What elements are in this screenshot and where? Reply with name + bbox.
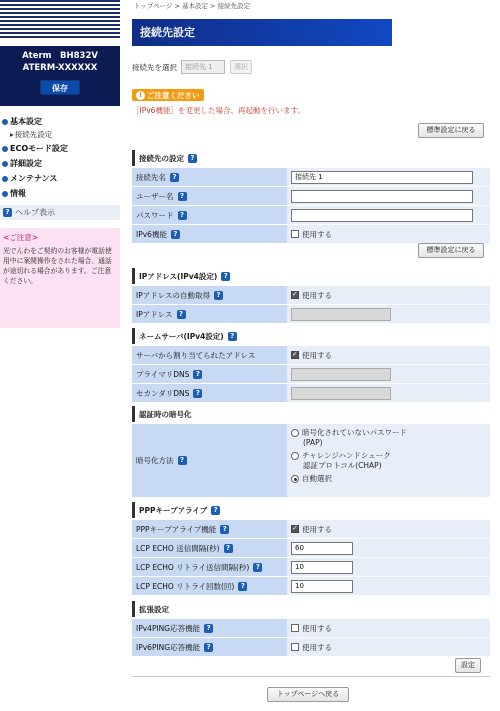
section-title <box>132 268 490 284</box>
checkbox-label: 使用する <box>302 290 332 300</box>
lcp-retry-interval-input[interactable]: 10 <box>291 561 353 574</box>
help-icon[interactable]: ? <box>177 310 186 319</box>
bullet-icon <box>2 191 8 197</box>
username-input[interactable] <box>291 190 473 203</box>
section-title-text: 認証時の暗号化 <box>139 409 192 419</box>
checkbox-label: 使用する <box>302 623 332 633</box>
radio-label: 自動選択 <box>302 474 332 483</box>
help-icon[interactable]: ? <box>220 525 229 534</box>
section-name-server <box>132 328 490 403</box>
section-title <box>132 502 490 518</box>
checkbox-label: 使用する <box>302 350 332 360</box>
nav-label: ECOモード設定 <box>10 144 68 153</box>
bullet-icon <box>2 176 8 182</box>
radio-sublabel: 認証プロトコル(CHAP) <box>303 461 382 470</box>
help-icon[interactable]: ? <box>171 230 180 239</box>
help-icon[interactable]: ? <box>193 370 202 379</box>
nav-connection-settings[interactable]: ▸ 接続先設定 <box>2 129 120 141</box>
nav-label: 情報 <box>10 189 26 198</box>
label-text: IPアドレスの自動取得 <box>136 290 211 300</box>
row-ip-auto <box>132 286 490 305</box>
help-icon[interactable]: ? <box>211 506 220 515</box>
label-text: LCP ECHO 送信間隔(秒) <box>136 543 220 553</box>
ipv6-ping-checkbox[interactable] <box>291 643 299 651</box>
label-text: サーバから割り当てられたアドレス <box>136 350 256 360</box>
label-text: パスワード <box>136 210 174 220</box>
field-label <box>132 539 287 557</box>
row-lcp-interval <box>132 539 490 558</box>
section-extended <box>132 601 490 657</box>
ip-auto-checkbox[interactable] <box>291 291 299 299</box>
main-content <box>124 0 500 711</box>
field-value <box>287 286 490 304</box>
row-ip-address <box>132 305 490 324</box>
checkbox-label: 使用する <box>302 524 332 534</box>
help-icon[interactable]: ? <box>178 211 187 220</box>
section-title <box>132 406 490 422</box>
sidebar <box>0 0 120 711</box>
label-text: IPv6PING応答機能 <box>136 642 201 652</box>
restore-default-button-2[interactable]: 標準設定に戻る <box>418 243 484 258</box>
nav-label: 詳細設定 <box>10 159 42 168</box>
field-label <box>132 206 287 224</box>
select-button[interactable]: 選択 <box>230 60 252 74</box>
restore-default-button[interactable]: 標準設定に戻る <box>418 123 484 138</box>
connection-name-input[interactable]: 接続先 1 <box>291 171 473 184</box>
section-ipv4-address <box>132 268 490 324</box>
section-title <box>132 601 490 617</box>
radio-auto[interactable] <box>291 474 490 484</box>
connection-select[interactable]: 接続先 1 <box>181 60 225 74</box>
notice-badge <box>132 89 204 101</box>
field-value <box>287 384 490 402</box>
section-title-text: PPPキープアライブ <box>139 505 208 515</box>
help-icon[interactable]: ? <box>178 192 187 201</box>
connection-select-row <box>132 60 252 74</box>
help-icon[interactable]: ? <box>188 154 197 163</box>
bullet-icon <box>2 161 8 167</box>
field-label <box>132 225 287 243</box>
help-icon[interactable]: ? <box>204 624 213 633</box>
row-ipv6 <box>132 225 490 244</box>
section-connection <box>132 150 490 244</box>
side-nav <box>0 114 120 201</box>
field-label <box>132 520 287 538</box>
field-label <box>132 168 287 186</box>
help-toggle[interactable] <box>0 205 120 220</box>
save-button[interactable]: 保存 <box>40 80 80 95</box>
keepalive-checkbox[interactable] <box>291 525 299 533</box>
label-text: IPv4PING応答機能 <box>136 623 201 633</box>
radio-label: 暗号化されていないパスワード <box>302 428 407 437</box>
radio-icon[interactable] <box>291 429 299 437</box>
field-value <box>287 305 490 323</box>
section-auth-encryption <box>132 406 490 498</box>
label-text: プライマリDNS <box>136 369 190 379</box>
field-label <box>132 346 287 364</box>
help-icon[interactable]: ? <box>178 456 187 465</box>
help-icon[interactable]: ? <box>228 332 237 341</box>
field-value <box>287 539 490 557</box>
help-icon[interactable]: ? <box>221 272 230 281</box>
label-text: セカンダリDNS <box>136 388 190 398</box>
device-panel <box>0 46 120 106</box>
checkbox-label: 使用する <box>302 642 332 652</box>
help-label: ヘルプ表示 <box>15 208 55 217</box>
radio-icon[interactable] <box>291 475 299 483</box>
row-lcp-retry-count <box>132 577 490 596</box>
nav-advanced[interactable] <box>2 156 120 171</box>
nav-maintenance[interactable] <box>2 171 120 186</box>
header-stripes <box>0 0 120 40</box>
label-text: IPアドレス <box>136 309 173 319</box>
row-keepalive <box>132 520 490 539</box>
section-title <box>132 150 490 166</box>
label-text: PPPキープアライブ機能 <box>136 524 217 534</box>
caution-text: 光でんわをご契約のお客様が電話使用中に案関操作をされた場合、通話が途切れる場合があります。ご注意ください。 <box>3 247 112 285</box>
section-title-text: ネームサーバ(IPv4設定) <box>139 331 224 341</box>
encryption-radio-group <box>287 424 490 497</box>
section-title <box>132 328 490 344</box>
help-icon: ? <box>3 208 12 217</box>
device-model: Aterm BH832V <box>22 51 98 61</box>
field-label <box>132 187 287 205</box>
nav-label: 基本設定 <box>10 117 42 126</box>
row-dns-auto <box>132 346 490 365</box>
row-connection-name <box>132 168 490 187</box>
breadcrumb: トップページ > 基本設定 > 接続先設定 <box>134 2 251 10</box>
set-button[interactable]: 設定 <box>455 658 481 673</box>
radio-icon[interactable] <box>291 452 299 460</box>
label-text: 暗号化方法 <box>136 456 174 465</box>
radio-pap[interactable] <box>291 428 490 448</box>
field-value <box>287 619 490 637</box>
back-to-top-button[interactable]: トップページへ戻る <box>267 687 349 702</box>
row-password <box>132 206 490 225</box>
help-icon[interactable]: ? <box>253 563 262 572</box>
notice-head: ご注意ください <box>147 90 200 100</box>
device-ssid: ATERM-XXXXXX <box>22 63 98 73</box>
row-username <box>132 187 490 206</box>
help-icon[interactable]: ? <box>204 643 213 652</box>
nav-label: メンテナンス <box>10 174 58 183</box>
section-title-text: 拡張設定 <box>139 604 169 614</box>
field-label <box>132 384 287 402</box>
radio-chap[interactable] <box>291 451 490 471</box>
row-ipv4-ping <box>132 619 490 638</box>
field-label <box>132 305 287 323</box>
row-lcp-retry-interval <box>132 558 490 577</box>
warning-icon: ! <box>136 91 145 100</box>
password-input[interactable] <box>291 209 473 222</box>
dns-auto-checkbox[interactable] <box>291 351 299 359</box>
page-title: 接続先設定 <box>132 19 392 46</box>
field-value <box>287 638 490 656</box>
section-title-text: 接続先の設定 <box>139 153 184 163</box>
field-label <box>132 619 287 637</box>
nav-basic-settings[interactable] <box>2 114 120 129</box>
bullet-icon <box>2 119 8 125</box>
checkbox-label: 使用する <box>302 229 332 239</box>
field-label <box>132 286 287 304</box>
primary-dns-input[interactable] <box>291 368 391 381</box>
field-value <box>287 346 490 364</box>
field-value <box>287 206 490 224</box>
ip-address-input[interactable] <box>291 308 391 321</box>
field-label <box>132 558 287 576</box>
field-value <box>287 168 490 186</box>
field-label <box>132 638 287 656</box>
help-icon[interactable]: ? <box>238 582 247 591</box>
nav-info[interactable] <box>2 186 120 201</box>
field-value <box>287 577 490 595</box>
field-label <box>132 424 287 497</box>
field-value <box>287 187 490 205</box>
ipv6-checkbox[interactable] <box>291 230 299 238</box>
ipv4-ping-checkbox[interactable] <box>291 624 299 632</box>
bullet-icon <box>2 146 8 152</box>
field-value <box>287 558 490 576</box>
row-secondary-dns <box>132 384 490 403</box>
help-icon[interactable]: ? <box>214 291 223 300</box>
radio-sublabel: (PAP) <box>303 438 323 447</box>
field-label <box>132 577 287 595</box>
help-icon[interactable]: ? <box>170 173 179 182</box>
label-text: ユーザー名 <box>136 191 174 201</box>
row-primary-dns <box>132 365 490 384</box>
label-text: LCP ECHO リトライ回数(回) <box>136 581 235 591</box>
notice-message: ［IPv6機能］を変更した場合、再起動を行います。 <box>132 106 305 115</box>
label-text: LCP ECHO リトライ送信間隔(秒) <box>136 562 250 572</box>
help-icon[interactable]: ? <box>224 544 233 553</box>
notice <box>132 89 305 116</box>
row-ipv6-ping <box>132 638 490 657</box>
nav-eco-mode[interactable] <box>2 141 120 156</box>
field-value <box>287 520 490 538</box>
field-value <box>287 365 490 383</box>
lcp-interval-input[interactable]: 60 <box>291 542 353 555</box>
radio-label: チャレンジハンドシェーク <box>302 451 391 460</box>
row-encryption-method <box>132 424 490 498</box>
section-ppp-keepalive <box>132 502 490 596</box>
select-label: 接続先を選択 <box>132 62 177 72</box>
label-text: 接続先名 <box>136 172 166 182</box>
caution-title: <ご注意> <box>3 233 39 242</box>
caution-box <box>0 228 120 328</box>
divider <box>132 676 490 677</box>
field-label <box>132 365 287 383</box>
lcp-retry-count-input[interactable]: 10 <box>291 580 353 593</box>
field-value <box>287 225 490 243</box>
label-text: IPv6機能 <box>136 229 167 239</box>
help-icon[interactable]: ? <box>193 389 202 398</box>
secondary-dns-input[interactable] <box>291 387 391 400</box>
section-title-text: IPアドレス(IPv4設定) <box>139 271 218 281</box>
